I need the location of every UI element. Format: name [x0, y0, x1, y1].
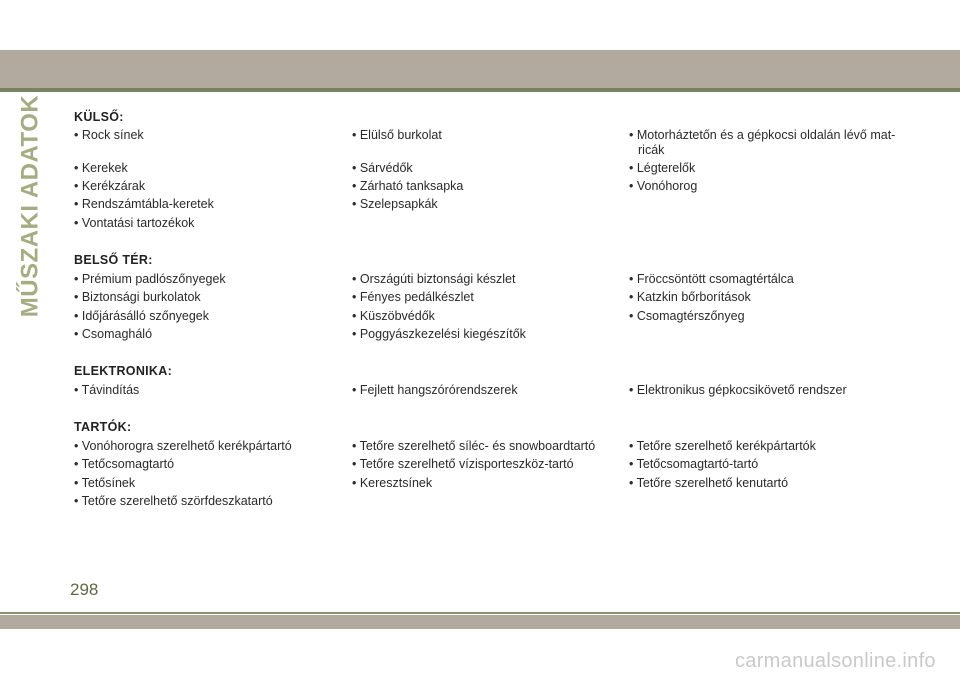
list-item: • Tetőre szerelhető vízisporteszköz-tartó — [352, 457, 574, 471]
list-item: • Rendszámtábla-keretek — [74, 197, 214, 211]
side-title-text: MŰSZAKI ADATOK — [16, 94, 44, 318]
list-item: • Rock sínek — [74, 128, 144, 142]
list-item: • Zárható tanksapka — [352, 179, 464, 193]
list-item: • Vonóhorogra szerelhető kerékpártartó — [74, 439, 292, 453]
footer-rule — [0, 612, 960, 614]
watermark-text: carmanualsonline.info — [735, 650, 936, 672]
section-heading-exterior: KÜLSŐ: — [74, 110, 124, 124]
list-item: • Időjárásálló szőnyegek — [74, 309, 210, 323]
list-item: • Tetősínek — [74, 476, 136, 490]
list-item: • Elektronikus gépkocsikövető rendszer — [629, 383, 847, 397]
list-item: • Csomagháló — [74, 327, 153, 341]
list-item: • Sárvédők — [352, 161, 413, 175]
section-heading-interior: BELSŐ TÉR: — [74, 253, 153, 267]
list-item: • Biztonsági burkolatok — [74, 290, 201, 304]
list-item: • Vontatási tartozékok — [74, 216, 195, 230]
list-item: • Elülső burkolat — [352, 128, 442, 142]
list-item: • Szelepsapkák — [352, 197, 438, 211]
list-item: • Prémium padlószőnyegek — [74, 272, 226, 286]
list-item: • Fröccsöntött csomagtértálca — [629, 272, 794, 286]
list-item: • Légterelők — [629, 161, 696, 175]
side-section-title — [10, 94, 50, 318]
list-item: • Katzkin bőrborítások — [629, 290, 751, 304]
list-item: • Fényes pedálkészlet — [352, 290, 474, 304]
list-item: • Kerekek — [74, 161, 128, 175]
header-rule — [0, 88, 960, 92]
header-band — [0, 50, 960, 88]
list-item: • Országúti biztonsági készlet — [352, 272, 516, 286]
list-item: • Tetőcsomagtartó — [74, 457, 175, 471]
list-item: • Vonóhorog — [629, 179, 698, 193]
list-item-line-continued: ricák — [638, 143, 665, 157]
list-item: • Keresztsínek — [352, 476, 433, 490]
list-item: • Poggyászkezelési kiegészítők — [352, 327, 526, 341]
list-item: • Csomagtérszőnyeg — [629, 309, 745, 323]
section-heading-carriers: TARTÓK: — [74, 420, 132, 434]
list-item: • Kerékzárak — [74, 179, 146, 193]
page-number: 298 — [70, 580, 99, 599]
list-item: • Tetőcsomagtartó-tartó — [629, 457, 759, 471]
footer-band — [0, 615, 960, 629]
list-item: • Küszöbvédők — [352, 309, 435, 323]
list-item-line: • Motorháztetőn és a gépkocsi oldalán lévő mat- — [629, 128, 896, 142]
list-item: • Tetőre szerelhető kerékpártartók — [629, 439, 816, 453]
list-item: • Távindítás — [74, 383, 140, 397]
list-item: • Tetőre szerelhető síléc- és snowboardtartó — [352, 439, 596, 453]
list-item: • Tetőre szerelhető szörfdeszkatartó — [74, 494, 273, 508]
section-heading-electronics: ELEKTRONIKA: — [74, 364, 173, 378]
list-item — [629, 128, 929, 158]
list-item: • Fejlett hangszórórendszerek — [352, 383, 518, 397]
list-item: • Tetőre szerelhető kenutartó — [629, 476, 789, 490]
